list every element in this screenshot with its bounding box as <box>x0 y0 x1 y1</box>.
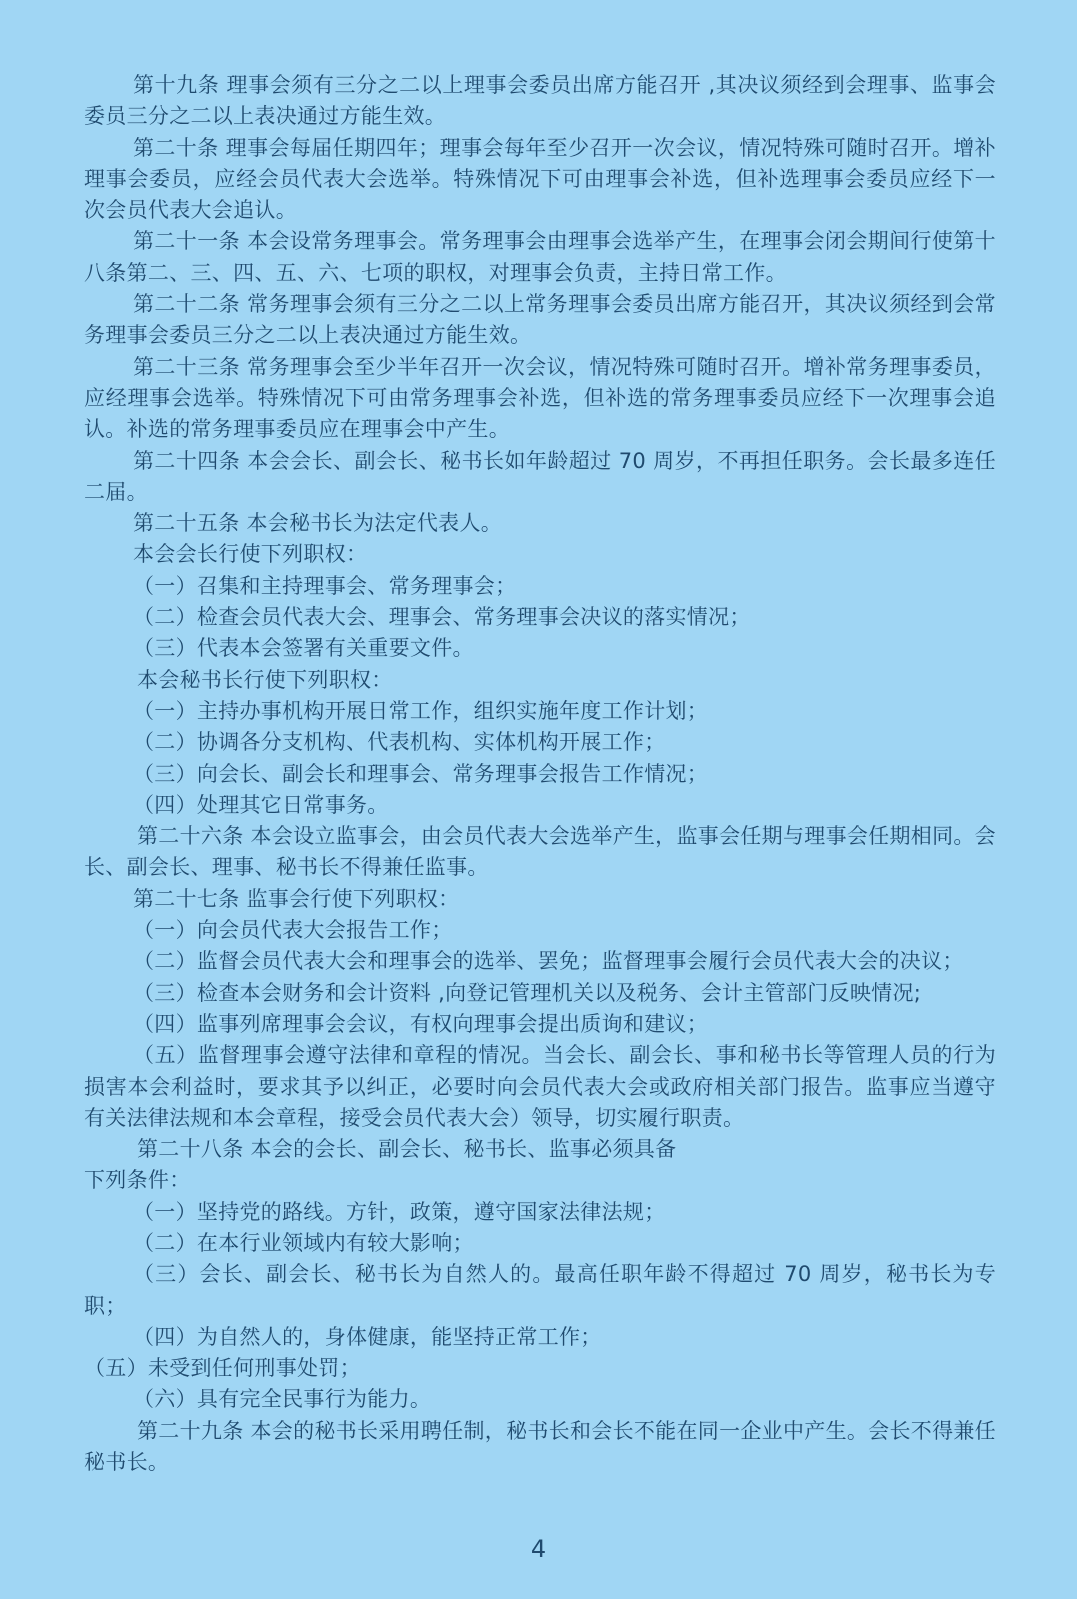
list-item: （二）监督会员代表大会和理事会的选举、罢免；监督理事会履行会员代表大会的决议； <box>133 949 964 974</box>
list-item: （一）召集和主持理事会、常务理事会； <box>133 573 517 598</box>
list-item: （三）检查本会财务和会计资料 ,向登记管理机关以及税务、会计主管部门反映情况; <box>133 980 922 1005</box>
paragraph-article-27: 第二十七条 监事会行使下列职权： <box>133 886 460 911</box>
list-item: （四）监事列席理事会会议，有权向理事会提出质询和建议； <box>133 1011 709 1036</box>
paragraph-article-20: 第二十条 理事会每届任期四年；理事会每年至少召开一次会议，情况特殊可随时召开。增补理事会委员，应经会员代表大会选举。特殊情况下可由理事会补选，但补选理事会委员应经下一次会员代表大会追认。 <box>84 135 996 223</box>
paragraph-article-29: 第二十九条 本会的秘书长采用聘任制，秘书长和会长不能在同一企业中产生。会长不得兼任秘书长。 <box>84 1418 996 1475</box>
paragraph-secretary-powers-heading: 本会秘书长行使下列职权： <box>137 667 393 692</box>
paragraph-conditions-heading: 下列条件： <box>84 1168 191 1193</box>
list-item: （四）处理其它日常事务。 <box>133 792 389 817</box>
list-item: （二）检查会员代表大会、理事会、常务理事会决议的落实情况； <box>133 605 751 630</box>
list-item: （五）未受到任何刑事处罚； <box>84 1356 361 1381</box>
paragraph-article-22: 第二十二条 常务理事会须有三分之二以上常务理事会委员出席方能召开，其决议须经到会常务理事会委员三分之二以上表决通过方能生效。 <box>84 292 996 348</box>
list-item: （六）具有完全民事行为能力。 <box>133 1387 432 1412</box>
paragraph-article-23: 第二十三条 常务理事会至少半年召开一次会议，情况特殊可随时召开。增补常务理事委员，应经理事会选举。特殊情况下可由常务理事会补选，但补选的常务理事委员应经下一次理事会追认。补选的常务理事委员应在理事会中产生。 <box>84 354 996 442</box>
paragraph-article-25: 第二十五条 本会秘书长为法定代表人。 <box>133 511 503 536</box>
list-item: （二）协调各分支机构、代表机构、实体机构开展工作； <box>133 730 666 755</box>
paragraph-article-21: 第二十一条 本会设常务理事会。常务理事会由理事会选举产生，在理事会闭会期间行使第十八条第二、三、四、五、六、七项的职权，对理事会负责，主持日常工作。 <box>84 229 996 285</box>
list-item: （二）在本行业领域内有较大影响； <box>133 1230 474 1255</box>
list-item: （三）会长、副会长、秘书长为自然人的。最高任职年龄不得超过 70 周岁，秘书长为专职； <box>84 1262 996 1318</box>
list-item: （四）为自然人的，身体健康，能坚持正常工作； <box>133 1324 602 1349</box>
document-body <box>84 70 996 1478</box>
paragraph-article-24: 第二十四条 本会会长、副会长、秘书长如年龄超过 70 周岁，不再担任职务。会长最多连任二届。 <box>84 448 996 504</box>
list-item: （三）代表本会签署有关重要文件。 <box>133 636 474 661</box>
list-item: （三）向会长、副会长和理事会、常务理事会报告工作情况； <box>133 761 709 786</box>
list-item: （五）监督理事会遵守法律和章程的情况。当会长、副会长、事和秘书长等管理人员的行为损害本会利益时，要求其予以纠正，必要时向会员代表大会或政府相关部门报告。监事应当遵守有关法律法规和本会章程，接受会员代表大会）领导，切实履行职责。 <box>84 1043 996 1130</box>
list-item: （一）主持办事机构开展日常工作，组织实施年度工作计划； <box>133 698 709 723</box>
list-item: （一）坚持党的路线。方针，政策，遵守国家法律法规； <box>133 1199 666 1224</box>
paragraph-article-19: 第十九条 理事会须有三分之二以上理事会委员出席方能召开 ,其决议须经到会理事、监事会委员三分之二以上表决通过方能生效。 <box>84 73 996 129</box>
page-number: 4 <box>530 1535 547 1563</box>
paragraph-article-26: 第二十六条 本会设立监事会，由会员代表大会选举产生，监事会任期与理事会任期相同。会长、副会长、理事、秘书长不得兼任监事。 <box>84 824 996 880</box>
list-item: （一）向会员代表大会报告工作； <box>133 918 453 943</box>
paragraph-president-powers-heading: 本会会长行使下列职权： <box>133 542 368 567</box>
paragraph-article-28: 第二十八条 本会的会长、副会长、秘书长、监事必须具备 <box>137 1137 677 1162</box>
